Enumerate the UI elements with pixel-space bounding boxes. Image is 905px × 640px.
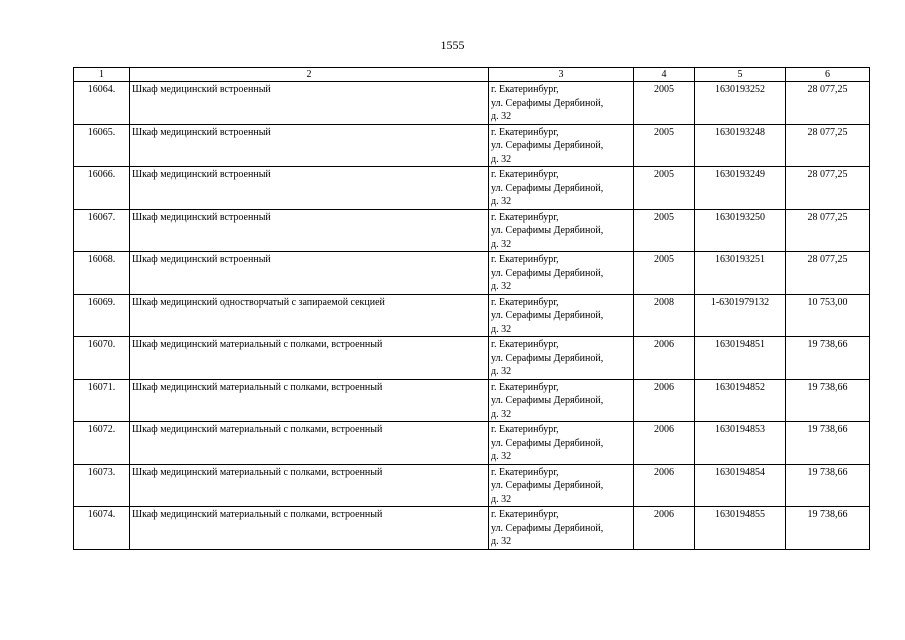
- item-name: Шкаф медицинский встроенный: [130, 209, 489, 252]
- item-cost: 19 738,66: [786, 507, 870, 550]
- item-name: Шкаф медицинский материальный с полками, встроенный: [130, 464, 489, 507]
- item-inventory-number: 1630194851: [695, 337, 786, 380]
- table-row: [74, 82, 870, 125]
- item-cost: 28 077,25: [786, 167, 870, 210]
- item-inventory-number: 1-6301979132: [695, 294, 786, 337]
- item-cost: 28 077,25: [786, 82, 870, 125]
- row-number: 16069.: [74, 294, 130, 337]
- item-inventory-number: 1630194854: [695, 464, 786, 507]
- item-name: Шкаф медицинский материальный с полками, встроенный: [130, 337, 489, 380]
- item-year: 2005: [634, 124, 695, 167]
- item-address: г. Екатеринбург, ул. Серафимы Дерябиной, д. 32: [489, 507, 634, 550]
- row-number: 16067.: [74, 209, 130, 252]
- item-address: г. Екатеринбург, ул. Серафимы Дерябиной, д. 32: [489, 124, 634, 167]
- item-address: г. Екатеринбург, ул. Серафимы Дерябиной, д. 32: [489, 337, 634, 380]
- item-address: г. Екатеринбург, ул. Серафимы Дерябиной, д. 32: [489, 167, 634, 210]
- row-number: 16065.: [74, 124, 130, 167]
- item-year: 2006: [634, 464, 695, 507]
- item-cost: 28 077,25: [786, 124, 870, 167]
- item-inventory-number: 1630194852: [695, 379, 786, 422]
- table-row: [74, 294, 870, 337]
- item-inventory-number: 1630193250: [695, 209, 786, 252]
- item-name: Шкаф медицинский материальный с полками, встроенный: [130, 422, 489, 465]
- column-header-3: 3: [489, 68, 634, 82]
- item-inventory-number: 1630194855: [695, 507, 786, 550]
- table-row: [74, 422, 870, 465]
- item-address: г. Екатеринбург, ул. Серафимы Дерябиной, д. 32: [489, 422, 634, 465]
- item-cost: 28 077,25: [786, 209, 870, 252]
- item-cost: 19 738,66: [786, 379, 870, 422]
- row-number: 16064.: [74, 82, 130, 125]
- page-number: 1555: [440, 38, 465, 52]
- item-cost: 28 077,25: [786, 252, 870, 295]
- table-row: [74, 464, 870, 507]
- row-number: 16066.: [74, 167, 130, 210]
- row-number: 16070.: [74, 337, 130, 380]
- item-inventory-number: 1630193252: [695, 82, 786, 125]
- item-address: г. Екатеринбург, ул. Серафимы Дерябиной, д. 32: [489, 464, 634, 507]
- item-year: 2005: [634, 82, 695, 125]
- item-cost: 19 738,66: [786, 337, 870, 380]
- row-number: 16073.: [74, 464, 130, 507]
- table-row: [74, 167, 870, 210]
- row-number: 16072.: [74, 422, 130, 465]
- item-inventory-number: 1630193251: [695, 252, 786, 295]
- item-name: Шкаф медицинский встроенный: [130, 167, 489, 210]
- table-row: [74, 124, 870, 167]
- row-number: 16068.: [74, 252, 130, 295]
- item-name: Шкаф медицинский встроенный: [130, 252, 489, 295]
- column-header-5: 5: [695, 68, 786, 82]
- table-row: [74, 337, 870, 380]
- table-row: [74, 507, 870, 550]
- item-name: Шкаф медицинский встроенный: [130, 82, 489, 125]
- item-cost: 10 753,00: [786, 294, 870, 337]
- table-row: [74, 379, 870, 422]
- column-header-2: 2: [130, 68, 489, 82]
- item-name: Шкаф медицинский одностворчатый с запираемой секцией: [130, 294, 489, 337]
- item-year: 2006: [634, 422, 695, 465]
- item-cost: 19 738,66: [786, 464, 870, 507]
- registry-table: [73, 67, 870, 550]
- item-year: 2005: [634, 252, 695, 295]
- item-address: г. Екатеринбург, ул. Серафимы Дерябиной, д. 32: [489, 82, 634, 125]
- row-number: 16074.: [74, 507, 130, 550]
- item-year: 2008: [634, 294, 695, 337]
- table-header-row: [74, 68, 870, 82]
- item-name: Шкаф медицинский материальный с полками, встроенный: [130, 379, 489, 422]
- item-address: г. Екатеринбург, ул. Серафимы Дерябиной, д. 32: [489, 252, 634, 295]
- table-body: [74, 82, 870, 550]
- table-row: [74, 209, 870, 252]
- item-year: 2006: [634, 337, 695, 380]
- item-address: г. Екатеринбург, ул. Серафимы Дерябиной, д. 32: [489, 379, 634, 422]
- column-header-4: 4: [634, 68, 695, 82]
- item-address: г. Екатеринбург, ул. Серафимы Дерябиной, д. 32: [489, 209, 634, 252]
- item-year: 2006: [634, 379, 695, 422]
- item-cost: 19 738,66: [786, 422, 870, 465]
- column-header-6: 6: [786, 68, 870, 82]
- row-number: 16071.: [74, 379, 130, 422]
- item-year: 2006: [634, 507, 695, 550]
- item-year: 2005: [634, 167, 695, 210]
- item-inventory-number: 1630193249: [695, 167, 786, 210]
- column-header-1: 1: [74, 68, 130, 82]
- item-year: 2005: [634, 209, 695, 252]
- item-name: Шкаф медицинский материальный с полками, встроенный: [130, 507, 489, 550]
- item-address: г. Екатеринбург, ул. Серафимы Дерябиной, д. 32: [489, 294, 634, 337]
- item-inventory-number: 1630194853: [695, 422, 786, 465]
- item-name: Шкаф медицинский встроенный: [130, 124, 489, 167]
- item-inventory-number: 1630193248: [695, 124, 786, 167]
- table-row: [74, 252, 870, 295]
